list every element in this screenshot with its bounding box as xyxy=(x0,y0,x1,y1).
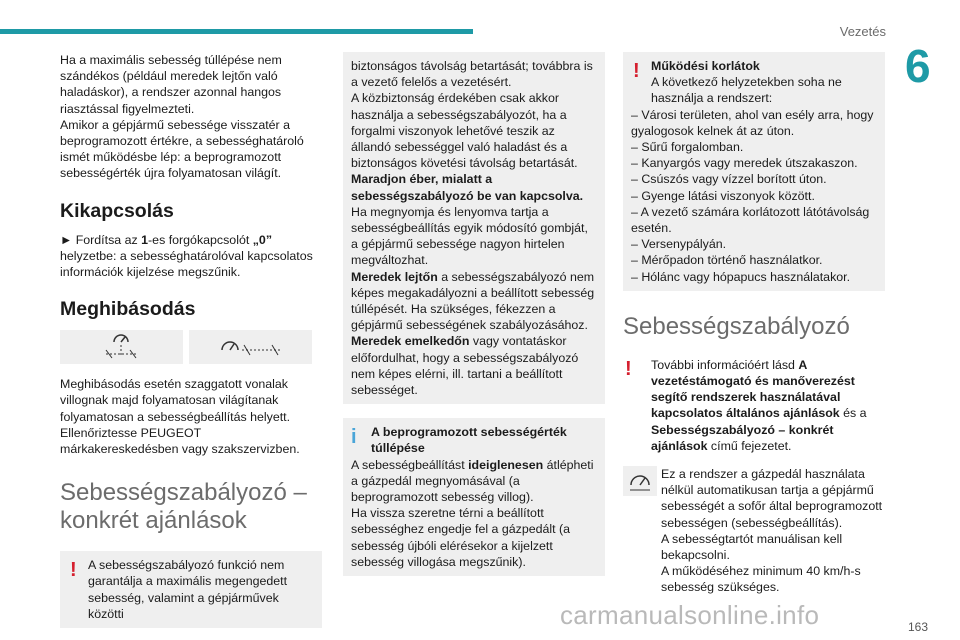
heading-cruise-control: Sebességszabályozó xyxy=(623,312,850,340)
top-bar xyxy=(0,0,960,40)
warning-icon: ! xyxy=(633,60,640,82)
info-box-exceeding xyxy=(343,418,605,576)
section-title: Vezetés xyxy=(839,24,886,39)
limits-list xyxy=(631,107,877,285)
info-icon: i xyxy=(351,426,357,449)
downhill-text: Meredek lejtőn a sebességszabályozó nem képes megakadályozni a beállított sebesség túllépését. Ha szükséges, fékezzen a gépjármű sebességének szabályozásához. xyxy=(351,269,595,333)
list-item: – Városi területen, ahol van esély arra, hogy gyalogosok kelnek át az úton. xyxy=(631,107,874,138)
more-info-note xyxy=(623,357,885,454)
more-info-text: További információért lásd A vezetéstámogató és manőverezést segítő rendszerek használatával kapcsolatos általános ajánlások és a Sebességszabályozó – konkrét ajánlások című fejezetet. xyxy=(651,357,867,453)
cruise-control-icon xyxy=(623,466,657,496)
safety-paragraph: biztonságos távolság betartását; továbbra is a vezető felelős a vezetésért. A közbiztonság érdekében csak akkor használja a sebességszabályozót, ha a forgalmi viszonyok lehetővé teszik az állandó sebességgel való haladást és a biztonságos követési távolság betartását. xyxy=(351,59,593,171)
speedometer-dashes-icon xyxy=(60,330,183,364)
list-item: – Versenypályán. xyxy=(631,237,727,252)
warning-text: A sebességszabályozó funkció nem garantálja a maximális megengedett sebesség, valamint a gépjárművek közötti xyxy=(88,558,288,621)
list-item: – Mérőpadon történő használatkor. xyxy=(631,253,823,268)
limits-intro: A következő helyzetekben soha ne használja a rendszert: xyxy=(651,75,842,106)
limits-warning-box xyxy=(623,52,885,291)
heading-cruise-recommendations: Sebességszabályozó – konkrét ajánlások xyxy=(60,479,307,535)
list-item: – Gyenge látási viszonyok között. xyxy=(631,188,815,203)
stay-alert-heading: Maradjon éber, mialatt a sebességszabályozó be van kapcsolva. xyxy=(351,172,584,203)
info-title: A beprogramozott sebességérték túllépése xyxy=(371,425,567,456)
fault-text: Meghibásodás esetén szaggatott vonalak villognak majd folyamatosan világítanak folyamatosan a sebességbeállítás helyett. Ellenőriztesse PEUGEOT márkakereskedésben vagy szakszervizben. xyxy=(60,377,300,457)
column-3 xyxy=(623,52,885,596)
list-item: – A vezető számára korlátozott látótávolság esetén. xyxy=(631,204,870,236)
feature-description xyxy=(623,466,885,596)
heading-switch-off: Kikapcsolás xyxy=(60,199,174,222)
switch-off-text: ► Fordítsa az 1-es forgókapcsolót „0” helyzetbe: a sebességhatárolóval kapcsolatos információk kijelzése megszűnik. xyxy=(60,232,313,280)
fault-icons xyxy=(60,330,322,364)
column-2 xyxy=(343,52,605,576)
heading-fault: Meghibásodás xyxy=(60,298,196,321)
limits-title: Működési korlátok xyxy=(651,59,760,73)
warning-icon: ! xyxy=(70,559,77,582)
info-text: A sebességbeállítást ideiglenesen átlépheti a gázpedál megnyomásával (a beprogramozott sebesség villog). Ha vissza szeretne térni a beállított sebességhez engedje fel a gázpedált (a sebesség újbóli elérésekor a kijelzett sebesség villogása megszűnik). xyxy=(351,457,594,569)
page-number: 163 xyxy=(907,620,928,634)
uphill-text: Meredek emelkedőn vagy vontatáskor előfordulhat, hogy a sebességszabályozó nem képes elérni, ill. tartani a beállított sebességet. xyxy=(351,334,579,398)
list-item: – Csúszós vagy vízzel borított úton. xyxy=(631,172,827,187)
speedometer-limit-dashes-icon xyxy=(189,330,312,364)
accent-stripe xyxy=(0,29,473,34)
list-item: – Sűrű forgalomban. xyxy=(631,140,744,155)
feature-text: Ez a rendszer a gázpedál használata nélkül automatikusan tartja a gépjármű sebességét a sofőr által beprogramozott sebességen (sebességbeállítás). A sebességtartót manuálisan kell bekapcsolni. A működéséhez minimum 40 km/h-s sebesség szükséges. xyxy=(661,467,883,595)
list-item: – Hólánc vagy hópapucs használatakor. xyxy=(631,269,851,284)
watermark: carmanualsonline.info xyxy=(560,600,820,630)
list-item: – Kanyargós vagy meredek útszakaszon. xyxy=(631,156,858,171)
continued-warning-box xyxy=(343,52,605,404)
column-1 xyxy=(60,52,322,628)
button-hold-text: Ha megnyomja és lenyomva tartja a sebességbeállítás egyik módosító gombját, a gépjármű sebessége nagyon hirtelen megváltozhat. xyxy=(351,204,588,268)
warning-icon: ! xyxy=(625,357,632,380)
warning-box-guarantee xyxy=(60,551,322,628)
intro-paragraph: Ha a maximális sebesség túllépése nem szándékos (például meredek lejtőn való haladáskor), a rendszer azonnal hangos riasztással figyelmezteti. Amikor a gépjármű sebessége visszatér a beprogramozott értékre, a sebességhatároló ismét működésbe lép: a beprogramozott sebességérték újra folyamatosan világít. xyxy=(60,53,304,181)
chapter-number: 6 xyxy=(905,40,931,92)
